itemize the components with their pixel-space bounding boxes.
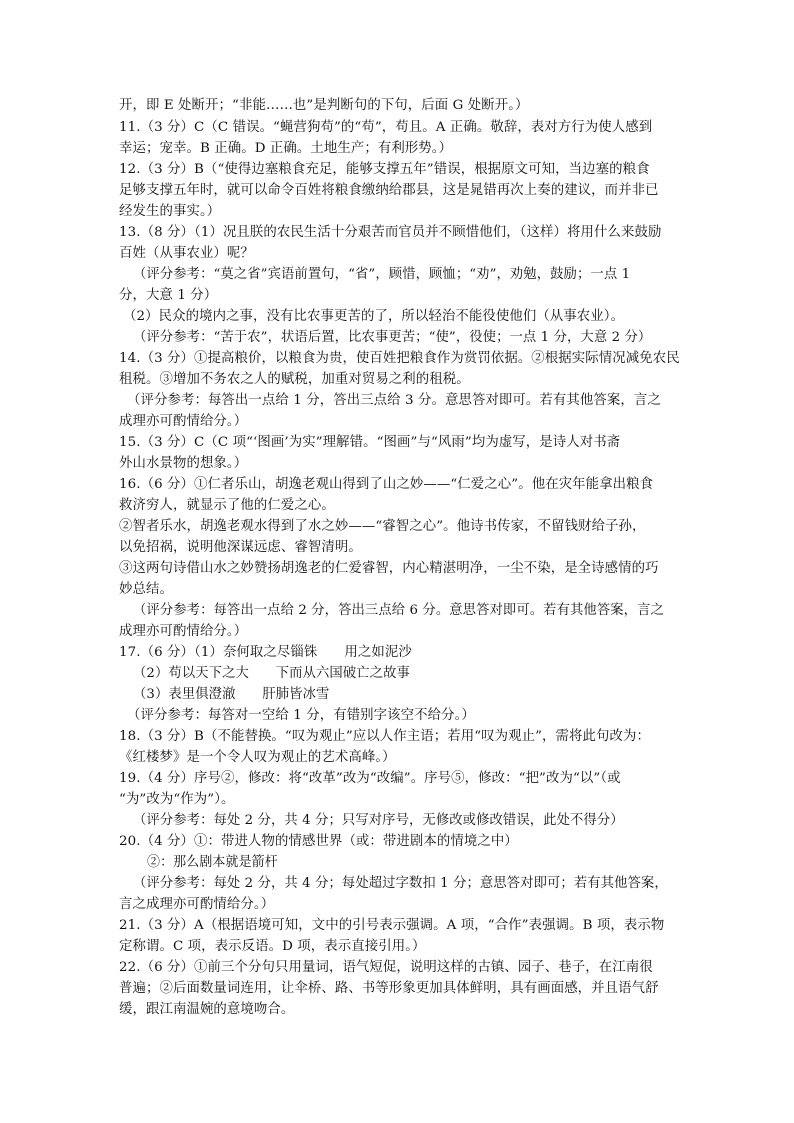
text-line: （3）表里俱澄澈 肝肺皆冰雪	[133, 687, 330, 702]
text-line: 言之成理亦可酌情给分。）	[119, 897, 275, 912]
text-line: （2）苟以天下之大 下而从六国破亡之故事	[133, 666, 410, 681]
text-line: 21.（3 分）A（根据语境可知，文中的引号表示强调。A 项，“合作”表强调。B 项，表示物	[119, 918, 665, 933]
text-line: 19.（4 分）序号②，修改：将“改革”改为“改编”。序号⑤，修改：“把”改为“以”（或	[119, 771, 621, 786]
text-line: 定称谓。C 项，表示反语。D 项，表示直接引用。）	[119, 939, 426, 954]
text-line: （评分参考：“莫之省”宾语前置句，“省”，顾惜，顾恤；“劝”，劝勉，鼓励；一点 1	[133, 267, 631, 282]
text-line: （评分参考：每答出一点给 1 分，答出三点给 3 分。意思答对即可。若有其他答案，言之	[127, 393, 661, 408]
text-line: ③这两句诗借山水之妙赞扬胡逸老的仁爱睿智，内心精湛明净，一尘不染，是全诗感情的巧	[119, 561, 659, 576]
text-line: 外山水景物的想象。）	[119, 456, 248, 471]
text-line: （评分参考：每答对一空给 1 分，有错别字该空不给分。）	[127, 708, 475, 723]
text-line: 妙总结。	[119, 582, 173, 597]
text-line: 22.（6 分）①前三个分句只用量词，语气短促，说明这样的古镇、园子、巷子，在江南很	[119, 960, 653, 975]
text-line: 租税。③增加不务农之人的赋税，加重对贸易之利的租税。	[119, 372, 470, 387]
text-line: 缓，跟江南温婉的意境吻合。	[119, 1002, 295, 1017]
text-line: 15.（3 分）C（C 项“‘图画’为实”理解错。“图画”与“风雨”均为虚写，是诗人对书斋	[119, 435, 621, 450]
text-line: 救济穷人，就显示了他的仁爱之心。	[119, 498, 335, 513]
text-line: “为”改为“作为”）。	[119, 792, 235, 807]
text-line: 11.（3 分）C（C 错误。“蝇营狗苟”的“苟”，苟且。A 正确。敬辞，表对方行为使人感到	[119, 120, 653, 135]
text-line: 16.（6 分）①仁者乐山，胡逸老观山得到了山之妙——“仁爱之心”。他在灾年能拿出粮食	[119, 477, 654, 492]
text-line: 开，即 E 处断开；“非能……也”是判断句的下句，后面 G 处断开。）	[119, 98, 529, 113]
text-line: 20.（4 分）①：带进人物的情感世界（或：带进剧本的情境之中）	[119, 834, 518, 849]
text-line: （评分参考：每处 2 分，共 4 分；每处超过字数扣 1 分；意思答对即可；若有其他答案，	[133, 876, 668, 891]
text-line: 14.（3 分）①提高粮价，以粮食为贵，使百姓把粮食作为赏罚依据。②根据实际情况减免农民	[119, 351, 680, 366]
text-line: 17.（6 分）（1）奈何取之尽锱铢 用之如泥沙	[119, 645, 412, 660]
text-line: （评分参考：每答出一点给 2 分，答出三点给 6 分。意思答对即可。若有其他答案，言之	[133, 603, 664, 618]
text-line: 幸运；宠幸。B 正确。D 正确。土地生产；有利形势。）	[119, 141, 453, 156]
text-line: 普遍；②后面数量词连用，让伞桥、路、书等形象更加具体鲜明，具有画面感，并且语气舒	[119, 981, 659, 996]
text-line: 成理亦可酌情给分。）	[119, 624, 248, 639]
text-line: 12.（3 分）B（“使得边塞粮食充足，能够支撑五年”错误，根据原文可知，当边塞的粮食	[119, 162, 650, 177]
text-line: ②智者乐水，胡逸老观水得到了水之妙——“睿智之心”。他诗书传家，不留钱财给子孙，	[119, 519, 646, 534]
text-line: （评分参考：每处 2 分，共 4 分；只写对序号，无修改或修改错误，此处不得分）	[133, 813, 624, 828]
text-line: 18.（3 分）B（不能替换。“叹为观止”应以人作主语；若用“叹为观止”，需将此句改为：	[119, 729, 650, 744]
text-line: ②：那么剧本就是箭杆	[147, 855, 278, 870]
text-line: 足够支撑五年时，就可以命令百姓将粮食缴纳给郡县，这是晁错再次上奏的建议，而并非已	[119, 183, 659, 198]
text-line: 以免招祸，说明他深谋远虑、睿智清明。	[119, 540, 362, 555]
text-line: 成理亦可酌情给分。）	[119, 414, 248, 429]
text-line: 百姓（从事农业）呢？	[119, 246, 254, 261]
text-line: 13.（8 分）（1）况且朕的农民生活十分艰苦而官员并不顾惜他们，（这样）将用什么来鼓励	[119, 225, 662, 240]
text-line: （2）民众的境内之事，没有比农事更苦的了，所以轻治不能役使他们（从事农业）。	[123, 309, 625, 324]
text-line: 经发生的事实。）	[119, 204, 221, 219]
text-line: 《红楼梦》是一个令人叹为观止的艺术高峰。）	[119, 750, 396, 765]
text-line: （评分参考：“苦于农”，状语后置，比农事更苦；“使”，役使；一点 1 分，大意 2 分）	[133, 330, 652, 345]
text-line: 分，大意 1 分）	[119, 288, 218, 303]
